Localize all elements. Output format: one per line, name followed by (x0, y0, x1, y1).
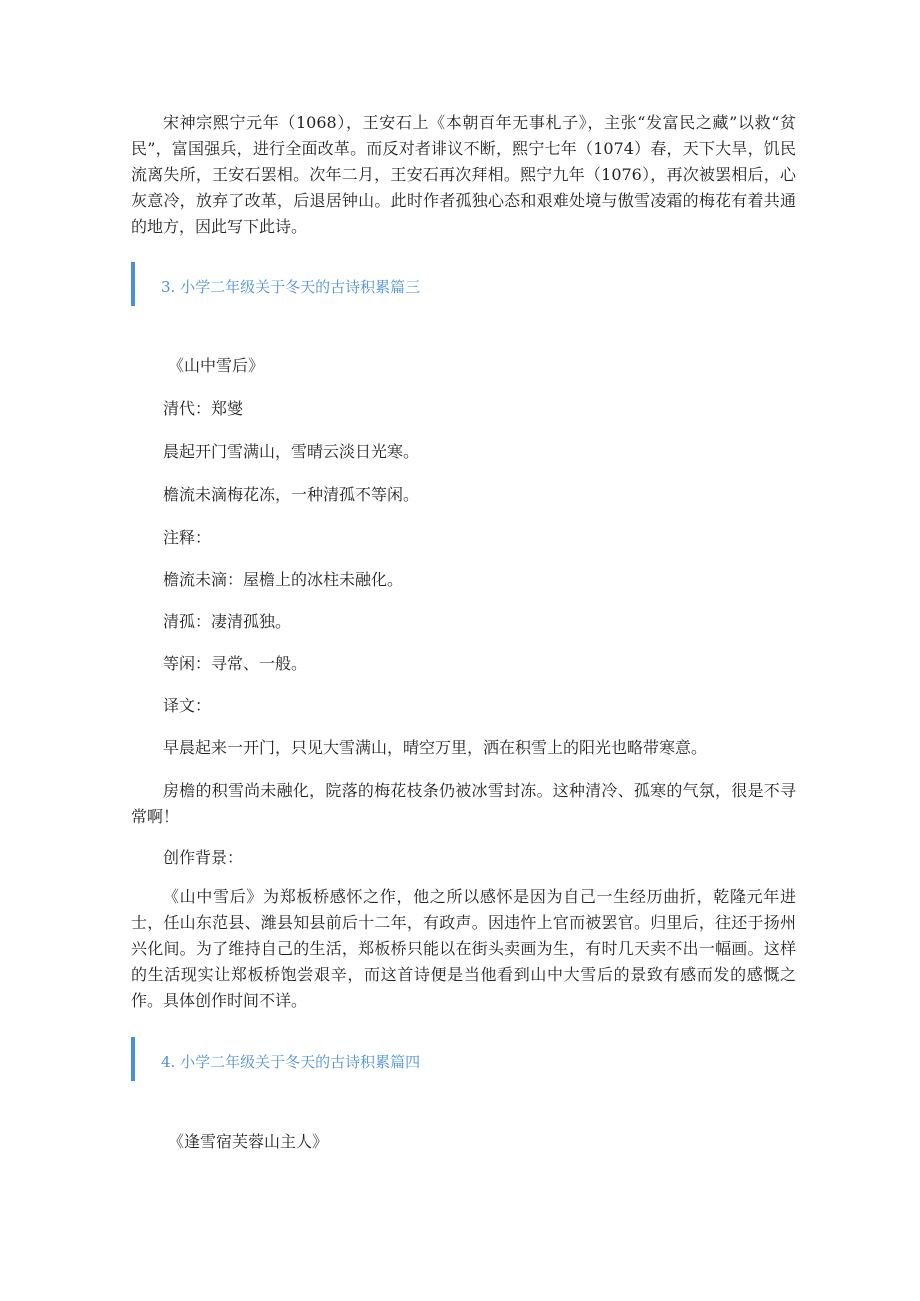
section-3-heading-text: 3. 小学二年级关于冬天的古诗积累篇三 (161, 278, 421, 296)
poem-line-2: 檐流未滴梅花冻，一种清孤不等闲。 (163, 485, 420, 504)
notes-label: 注释： (163, 528, 212, 547)
background-paragraph: 《山中雪后》为郑板桥感怀之作，他之所以感怀是因为自己一生经历曲折，乾隆元年进士，任山东范县、潍县知县前后十二年，有政声。因违忤上官而被罢官。归里后，往还于扬州兴化间。为了维持自己的生活，郑板桥只能以在街头卖画为生，有时几天卖不出一幅画。这样的生活现实让郑板桥饱尝艰辛，而这首诗便是当他看到山中大雪后的景致有感而发的感慨之作。具体创作时间不详。 (131, 887, 796, 1010)
intro-paragraph: 宋神宗熙宁元年（1068），王安石上《本朝百年无事札子》，主张“发富民之藏”以救“贫民”，富国强兵，进行全面改革。而反对者诽议不断，熙宁七年（1074）春，天下大旱，饥民流离失所，王安石罢相。次年二月，王安石再次拜相。熙宁九年（1076），再次被罢相后，心灰意冷，放弃了改革，后退居钟山。此时作者孤独心态和艰难处境与傲雪凌霜的梅花有着共通的地方，因此写下此诗。 (131, 113, 796, 236)
note-3: 等闲：寻常、一般。 (163, 654, 308, 673)
section-3-heading (131, 262, 731, 306)
translation-label: 译文： (163, 696, 212, 715)
note-2: 清孤：凄清孤独。 (163, 612, 292, 631)
heading-accent-bar (131, 262, 135, 306)
poem-title-section-4: 《逢雪宿芙蓉山主人》 (168, 1132, 329, 1151)
section-4-heading-text: 4. 小学二年级关于冬天的古诗积累篇四 (161, 1053, 421, 1071)
background-label: 创作背景： (163, 848, 244, 867)
poem-line-1: 晨起开门雪满山，雪晴云淡日光寒。 (163, 442, 420, 461)
poem-author: 清代：郑燮 (163, 399, 244, 418)
heading-accent-bar (131, 1037, 135, 1081)
translation-2: 房檐的积雪尚未融化，院落的梅花枝条仍被冰雪封冻。这种清冷、孤寒的气氛，很是不寻常啊！ (131, 781, 796, 826)
section-4-heading (131, 1037, 731, 1081)
note-1: 檐流未滴：屋檐上的冰柱未融化。 (163, 570, 404, 589)
translation-1: 早晨起来一开门，只见大雪满山，晴空万里，洒在积雪上的阳光也略带寒意。 (163, 738, 708, 757)
poem-title: 《山中雪后》 (168, 356, 265, 375)
